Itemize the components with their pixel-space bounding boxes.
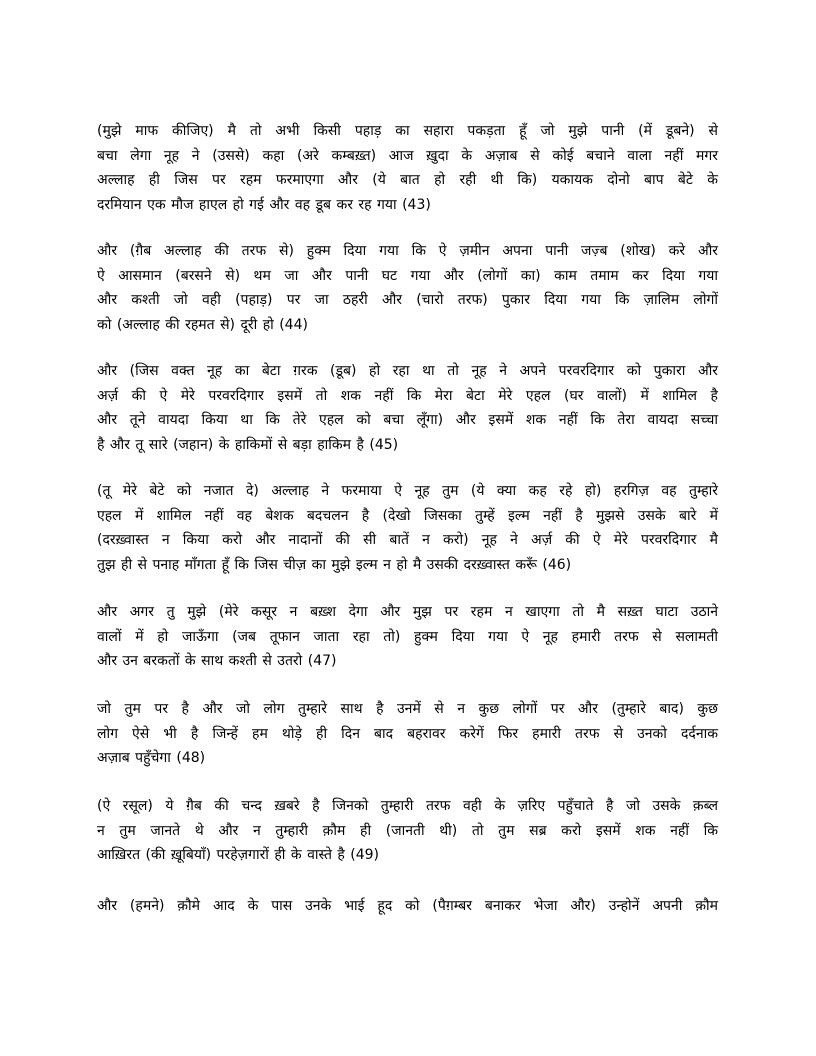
paragraph-line: न तुम जानते थे और न तुम्हारी क़ौम ही (जानती थी) तो तुम सब्र करो इसमें शक नहीं कि	[97, 822, 718, 839]
paragraph-line: (मुझे माफ कीजिए) मै तो अभी किसी पहाड़ का सहारा पकड़ता हूँ जो मुझे पानी (में डूबने) से	[97, 123, 718, 139]
paragraph-line: को (अल्लाह की रहमत से) दूरी हो (44)	[97, 316, 308, 333]
paragraph-line: और (हमने) क़ौमे आद के पास उनके भाई हूद को (पैग़म्बर बनाकर भेजा और) उन्होनें अपनी क़ौम	[97, 898, 718, 914]
paragraph-line: और तूने वायदा किया था कि तेरे एहल को बचा लूँगा) और इसमें शक नहीं कि तेरा वायदा सच्चा	[97, 412, 718, 428]
paragraph-line: आख़िरत (की ख़ूबियाँ) परहेज़गारों ही के वास्ते है (49)	[97, 847, 379, 863]
paragraph-44	[97, 239, 718, 337]
paragraph-line: (दरख़्वास्त न किया करो और नादानों की सी बातें न करो) नूह ने अर्ज़ की ऐ मेरे परवरदिगार मै	[97, 532, 718, 548]
paragraph-line: एहल में शामिल नहीं वह बेशक बदचलन है (देखो जिसका तुम्हें इल्म नहीं है मुझसे उसके बारे में	[97, 507, 718, 524]
paragraph-line: और कश्ती जो वही (पहाड़) पर जा ठहरी और (चारो तरफ) पुकार दिया गया कि ज़ालिम लोगों	[97, 292, 718, 308]
paragraph-49	[97, 794, 718, 868]
paragraph-line: लोग ऐसे भी है जिन्हें हम थोड़े ही दिन बाद बहरावर करेगें फिर हमारी तरफ से उनको दर्दनाक	[97, 725, 718, 742]
paragraph-45	[97, 359, 718, 457]
paragraph-line: अज़ाब पहुँचेगा (48)	[97, 750, 206, 766]
paragraph-line: जो तुम पर है और जो लोग तुम्हारे साथ है उनमें से न कुछ लोगों पर और (तुम्हारे बाद) कुछ	[97, 701, 718, 717]
paragraph-47	[97, 600, 718, 674]
paragraph-46	[97, 479, 718, 577]
paragraph-line: वालों में हो जाऊँगा (जब तूफान जाता रहा तो) हुक्म दिया गया ऐ नूह हमारी तरफ से सलामती	[97, 628, 718, 645]
paragraph-line: और (जिस वक्त नूह का बेटा ग़रक (डूब) हो रहा था तो नूह ने अपने परवरदिगार को पुकारा और	[97, 363, 718, 379]
paragraph-line: अल्लाह ही जिस पर रहम फरमाएगा और (ये बात हो रही थी कि) यकायक दोनो बाप बेटे के	[97, 172, 718, 188]
paragraph-line: अर्ज़ की ऐ मेरे परवरदिगार इसमें तो शक नहीं कि मेरा बेटा मेरे एहल (घर वालों) में शामिल है	[97, 387, 718, 404]
paragraph-43	[97, 119, 718, 217]
paragraph-line: और अगर तु मुझे (मेरे कसूर न बख़्श देगा और मुझ पर रहम न खाएगा तो मै सख़्त घाटा उठाने	[97, 604, 718, 620]
paragraph-line: ऐ आसमान (बरसने से) थम जा और पानी घट गया और (लोगों का) काम तमाम कर दिया गया	[97, 267, 718, 284]
paragraph-line: है और तू सारे (जहान) के हाकिमों से बड़ा हाकिम है (45)	[97, 436, 399, 453]
paragraph-line: दरमियान एक मौज हाएल हो गई और वह डूब कर रह गया (43)	[97, 196, 431, 213]
paragraph-line: (ऐ रसूल) ये ग़ैब की चन्द ख़बरे है जिनको तुम्हारी तरफ वही के ज़रिए पहुँचाते है जो उसके क़ब्ल	[97, 798, 718, 814]
paragraph-line: तुझ ही से पनाह माँगता हूँ कि जिस चीज़ का मुझे इल्म न हो मै उसकी दरख़्वास्त करूँ (46)	[97, 556, 572, 573]
paragraph-48	[97, 697, 718, 771]
paragraph-line: और उन बरकतों के साथ कश्ती से उतरो (47)	[97, 653, 337, 669]
paragraph-50	[97, 894, 718, 919]
paragraph-line: (तू मेरे बेटे को नजात दे) अल्लाह ने फरमाया ऐ नूह तुम (ये क्या कह रहे हो) हरगिज़ वह तुम्हारे	[97, 483, 718, 499]
paragraph-line: और (ग़ैब अल्लाह की तरफ से) हुक्म दिया गया कि ऐ ज़मीन अपना पानी जज़्ब (शोख) करे और	[97, 243, 718, 259]
paragraph-line: बचा लेगा नूह ने (उससे) कहा (अरे कम्बख़्त) आज ख़ुदा के अज़ाब से कोई बचाने वाला नहीं मगर	[97, 147, 718, 164]
